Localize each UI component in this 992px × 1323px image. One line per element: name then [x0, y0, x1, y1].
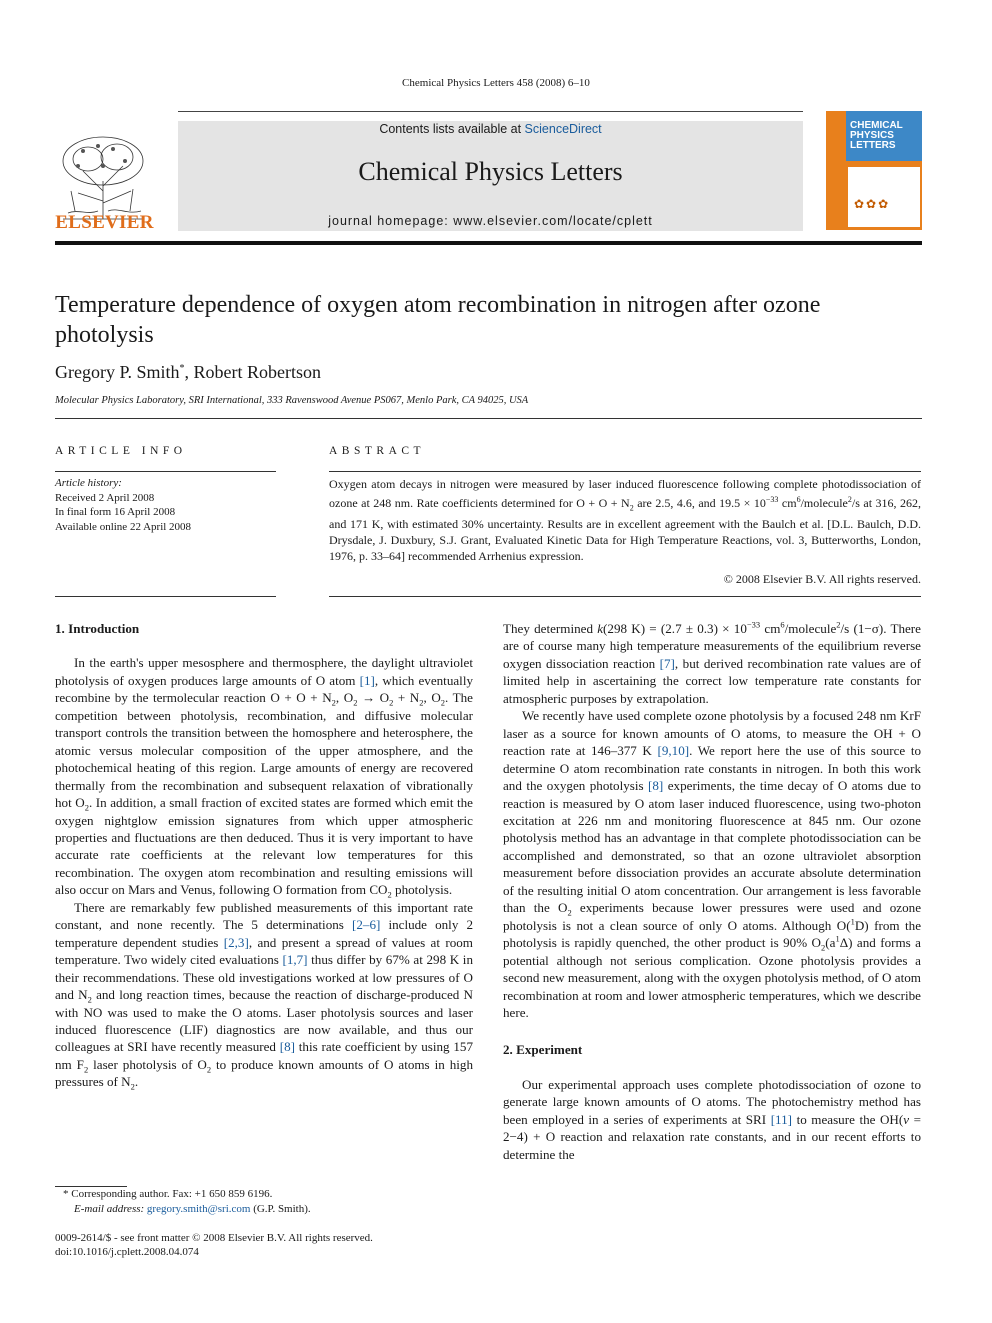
paragraph: We recently have used complete ozone photolysis by a focused 248 nm KrF laser as a source for known amounts of O atoms, to measure the OH + O reaction rate at 146–377 K [9,10]. We report here the use of this source to determine O atom recombination rate constants in nitrogen. In both this work and the oxygen photolysis [8] experiments, the time decay of O atoms due to reaction is measured by O atom laser induced fluorescence, using two-photon excitation at 226 nm and monitoring fluorescence at 845 nm. Our ozone photolysis method has an advantage in that complete photodissociation can be accomplished and demonstrated, so that an ozone ultraviolet absorption measurement before dissociation provides an accurate absolute determination of the resulting initial O atom concentration. Our arrangement is less favorable than the $O_2$ experiments because lower pressures were used and ozone photolysis is not a clean source of only O atoms. Although O($^1$D) from the photolysis is rapidly quenched, the other product is 90% $O_2(a^1\Delta)$ and forms a potential although not serious complication. Ozone photolysis provides a second new measurement, along with the oxygen photolysis method, of O atom recombination at room and lower atmospheric temperatures, which we describe here. — [503, 708, 922, 1020]
footnote: * Corresponding author. Fax: +1 650 859 6196. E-mail address: gregory.smith@sri.com (G.P. Smith). — [63, 1188, 311, 1215]
affiliation: Molecular Physics Laboratory, SRI International, 333 Ravenswood Avenue PS067, Menlo Park, CA 94025, USA — [55, 395, 529, 406]
divider — [329, 596, 921, 597]
article-history — [55, 476, 191, 534]
section-heading: 2. Experiment — [503, 1042, 583, 1058]
email-link[interactable]: gregory.smith@sri.com — [146, 1202, 251, 1215]
email-label: E-mail address: — [74, 1202, 145, 1215]
abstract-label: ABSTRACT — [329, 445, 426, 457]
cover-title: CHEMICAL PHYSICS LETTERS — [850, 120, 903, 151]
divider — [55, 471, 276, 472]
corresponding-mark[interactable]: * — [179, 363, 185, 374]
journal-title: Chemical Physics Letters — [358, 157, 623, 186]
article-info-label: ARTICLE INFO — [55, 445, 187, 457]
author-list — [55, 362, 321, 383]
issn-block — [55, 1231, 373, 1259]
author-name[interactable]: , Robert Robertson — [184, 362, 322, 382]
online-date: Available online 22 April 2008 — [55, 520, 192, 533]
abstract-copyright: © 2008 Elsevier B.V. All rights reserved. — [723, 572, 921, 586]
history-label: Article history: — [55, 477, 122, 489]
abstract-text: Oxygen atom decays in nitrogen were measured by laser induced fluorescence following complete photodissociation of ozone at 248 nm. Rate coefficients determined for $O + O + N_2$ are 2.5, 4.6, and $19.5 \times 10^{-33}$ $cm^6/molecule^2/s$ at 316, 262, and 171 K, with estimated 30% uncertainty. Results are in excellent agreement with the Baulch et al. [D.L. Baulch, D.D. Drysdale, J. Duxbury, S.J. Grant, Evaluated Kinetic Data for High Temperature Reactions, vol. 3, Butterworths, London, 1976, p. 33–64] recommended Arrhenius expression. — [329, 477, 922, 564]
contents-line — [178, 122, 803, 136]
paragraph: Our experimental approach uses complete photodissociation of ozone to generate large known amounts of O atoms. The photochemistry method has been employed in a series of experiments at SRI [11] to measure the OH(v = 2−4) + O reaction and relaxation rate constants, and in our recent efforts to determine the — [503, 1076, 921, 1162]
doi[interactable]: doi:10.1016/j.cplett.2008.04.074 — [55, 1246, 199, 1258]
paragraph: There are remarkably few published measurements of this important rate constant, and none recently. The 5 determinations [2–6] include only 2 temperature dependent studies [2,3], and present a spread of values at room temperature. Two widely cited evaluations [1,7] thus differ by 67% at 298 K in their recommendations. These old investigations worked at low pressures of O and $N_2$ and long reaction times, because the reaction of discharge-produced N with NO was used to make the O atoms. Laser photolysis sources and laser induced fluorescence (LIF) diagnostics are now available, and thus our colleagues at SRI have recently measured [8] this rate coefficient by using 157 nm $F_2$ laser photolysis of $O_2$ to produce known amounts of O atoms in high pressures of $N_2$. — [55, 899, 474, 1092]
elsevier-wordmark: ELSEVIER — [55, 212, 154, 233]
email-suffix: (G.P. Smith). — [253, 1202, 311, 1215]
journal-cover-image: CHEMICAL PHYSICS LETTERS ✿✿✿ — [826, 111, 922, 230]
journal-citation: Chemical Physics Letters 458 (2008) 6–10 — [402, 77, 590, 89]
divider — [55, 418, 922, 419]
divider — [55, 596, 276, 597]
front-matter: 0009-2614/$ - see front matter © 2008 Elsevier B.V. All rights reserved. — [55, 1232, 373, 1244]
contents-prefix: Contents lists available at — [379, 122, 525, 136]
corresponding-author-note: Corresponding author. Fax: +1 650 859 6196. — [71, 1188, 273, 1200]
divider — [329, 471, 921, 472]
final-form-date: In final form 16 April 2008 — [55, 506, 176, 519]
received-date: Received 2 April 2008 — [55, 491, 155, 504]
author-name[interactable]: Gregory P. Smith — [55, 362, 180, 382]
body-right-column — [503, 620, 921, 1163]
body-left-column — [55, 620, 473, 1091]
section-heading: 1. Introduction — [55, 621, 140, 636]
article-title: Temperature dependence of oxygen atom recombination in nitrogen after ozone photolysis — [55, 292, 821, 348]
paragraph: In the earth's upper mesosphere and thermosphere, the daylight ultraviolet photolysis of oxygen produces large amounts of O atom [1], which eventually recombine by the termolecular reaction $O + O + N_2$, $O_2 \to O_2 + N_2$, $O_2$. The competition between photolysis, recombination, and diffusive molecular transport controls the transition between the homosphere and heterosphere, the atomic versus molecular composition of the upper atmosphere, and the photochemical heating of this region. Large amounts of energy are recovered thermally from the recombination and subsequent relaxation of vibrationally hot $O_2$. In addition, a small fraction of excited states are formed which emit the oxygen nightglow emission signatures from which upper atmospheric properties and fluctuations are then deduced. Thus it is very important to have accurate rate coefficients at the relevant low temperatures for this recombination. The oxygen atom recombination and resulting emissions will also occur on Mars and Venus, following O formation from $CO_2$ photolysis. — [55, 655, 474, 900]
header-divider — [55, 241, 922, 245]
journal-homepage[interactable]: journal homepage: www.elsevier.com/locate/cplett — [328, 214, 653, 228]
paragraph: They determined k(298 $K) = (2.7 \pm 0.3) \times 10^{-33}$ $cm^6/molecule^2/s$ (1−σ). There are of course many high temperature measurements of the equilibrium reverse oxygen dissociation reaction [7], but derived recombination rate values are of limited help in ascertaining the correct low temperature rate constants for atmospheric purposes by extrapolation. — [503, 619, 921, 706]
sciencedirect-link[interactable]: ScienceDirect — [524, 122, 602, 136]
header-rule — [178, 111, 803, 112]
